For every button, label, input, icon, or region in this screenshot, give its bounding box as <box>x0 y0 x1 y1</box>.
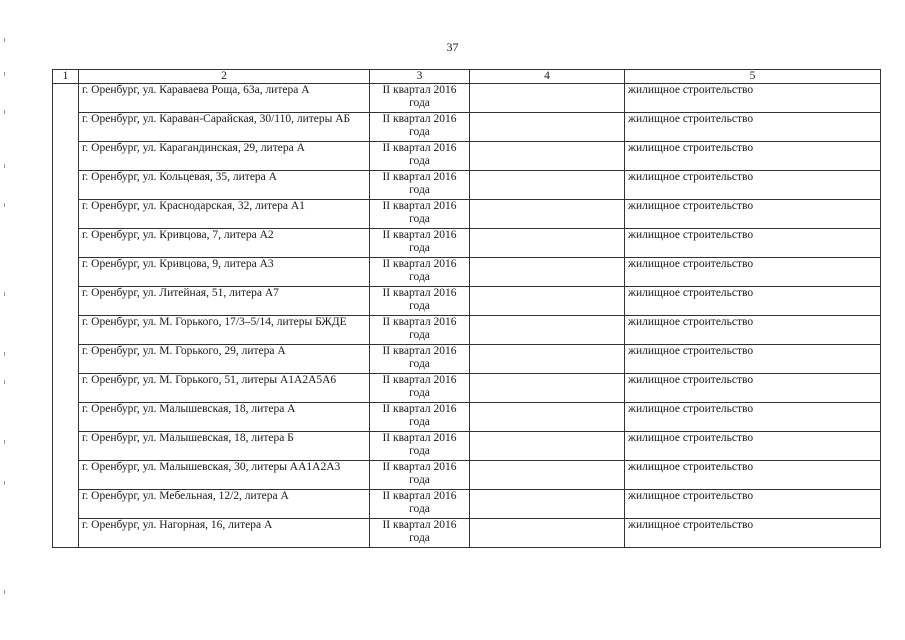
period-cell: II квартал 2016 года <box>370 84 470 113</box>
address-cell: г. Оренбург, ул. Кривцова, 9, литера А3 <box>79 258 370 287</box>
column4-cell <box>470 316 625 345</box>
period-cell: II квартал 2016 года <box>370 432 470 461</box>
period-cell: II квартал 2016 года <box>370 287 470 316</box>
period-cell: II квартал 2016 года <box>370 229 470 258</box>
table-row <box>53 287 881 316</box>
column-header-5: 5 <box>625 70 881 84</box>
address-cell: г. Оренбург, ул. Малышевская, 18, литера Б <box>79 432 370 461</box>
page-number: 37 <box>446 40 459 54</box>
period-cell: II квартал 2016 года <box>370 490 470 519</box>
table-row <box>53 374 881 403</box>
address-cell: г. Оренбург, ул. Мебельная, 12/2, литера А <box>79 490 370 519</box>
period-cell: II квартал 2016 года <box>370 403 470 432</box>
address-cell: г. Оренбург, ул. Кривцова, 7, литера А2 <box>79 229 370 258</box>
table-row <box>53 84 881 113</box>
column4-cell <box>470 200 625 229</box>
column4-cell <box>470 287 625 316</box>
period-cell: II квартал 2016 года <box>370 113 470 142</box>
column-header-2: 2 <box>79 70 370 84</box>
period-cell: II квартал 2016 года <box>370 461 470 490</box>
column4-cell <box>470 142 625 171</box>
table-body <box>53 84 881 548</box>
table-row <box>53 432 881 461</box>
table-row <box>53 229 881 258</box>
period-cell: II квартал 2016 года <box>370 200 470 229</box>
period-cell: II квартал 2016 года <box>370 171 470 200</box>
land-use-cell: жилищное строительство <box>625 113 881 142</box>
table-row <box>53 258 881 287</box>
table-row <box>53 171 881 200</box>
address-cell: г. Оренбург, ул. Караваева Роща, 63а, литера А <box>79 84 370 113</box>
table-row <box>53 403 881 432</box>
table-row <box>53 142 881 171</box>
address-cell: г. Оренбург, ул. М. Горького, 17/3–5/14, литеры БЖДЕ <box>79 316 370 345</box>
land-use-cell: жилищное строительство <box>625 229 881 258</box>
period-cell: II квартал 2016 года <box>370 519 470 548</box>
table-row <box>53 200 881 229</box>
land-use-cell: жилищное строительство <box>625 258 881 287</box>
address-cell: г. Оренбург, ул. Нагорная, 16, литера А <box>79 519 370 548</box>
column4-cell <box>470 258 625 287</box>
land-use-cell: жилищное строительство <box>625 287 881 316</box>
land-use-cell: жилищное строительство <box>625 432 881 461</box>
address-cell: г. Оренбург, ул. Малышевская, 18, литера А <box>79 403 370 432</box>
address-cell: г. Оренбург, ул. М. Горького, 29, литера А <box>79 345 370 374</box>
land-use-cell: жилищное строительство <box>625 316 881 345</box>
address-cell: г. Оренбург, ул. Кольцевая, 35, литера А <box>79 171 370 200</box>
address-cell: г. Оренбург, ул. Литейная, 51, литера А7 <box>79 287 370 316</box>
column4-cell <box>470 519 625 548</box>
column4-cell <box>470 403 625 432</box>
column4-cell <box>470 171 625 200</box>
period-cell: II квартал 2016 года <box>370 345 470 374</box>
column4-cell <box>470 113 625 142</box>
land-use-cell: жилищное строительство <box>625 171 881 200</box>
address-cell: г. Оренбург, ул. Карагандинская, 29, литера А <box>79 142 370 171</box>
address-cell: г. Оренбург, ул. Малышевская, 30, литеры АА1А2А3 <box>79 461 370 490</box>
column4-cell <box>470 84 625 113</box>
land-use-cell: жилищное строительство <box>625 519 881 548</box>
column4-cell <box>470 374 625 403</box>
column4-cell <box>470 461 625 490</box>
table-row <box>53 345 881 374</box>
period-cell: II квартал 2016 года <box>370 374 470 403</box>
address-cell: г. Оренбург, ул. Караван-Сарайская, 30/110, литеры АБ <box>79 113 370 142</box>
land-use-cell: жилищное строительство <box>625 142 881 171</box>
address-cell: г. Оренбург, ул. М. Горького, 51, литеры А1А2А5А6 <box>79 374 370 403</box>
period-cell: II квартал 2016 года <box>370 142 470 171</box>
period-cell: II квартал 2016 года <box>370 258 470 287</box>
table-row <box>53 519 881 548</box>
table-row <box>53 490 881 519</box>
period-cell: II квартал 2016 года <box>370 316 470 345</box>
land-use-cell: жилищное строительство <box>625 461 881 490</box>
land-use-cell: жилищное строительство <box>625 490 881 519</box>
land-use-cell: жилищное строительство <box>625 403 881 432</box>
column-header-4: 4 <box>470 70 625 84</box>
land-use-cell: жилищное строительство <box>625 84 881 113</box>
land-use-cell: жилищное строительство <box>625 345 881 374</box>
column-header-3: 3 <box>370 70 470 84</box>
address-cell: г. Оренбург, ул. Краснодарская, 32, литера А1 <box>79 200 370 229</box>
land-use-cell: жилищное строительство <box>625 200 881 229</box>
column4-cell <box>470 229 625 258</box>
table-row <box>53 316 881 345</box>
column4-cell <box>470 432 625 461</box>
table-row <box>53 113 881 142</box>
row-number-cell <box>53 84 79 548</box>
column4-cell <box>470 345 625 374</box>
property-table <box>52 69 881 548</box>
header-row <box>53 70 881 84</box>
column4-cell <box>470 490 625 519</box>
column-header-1: 1 <box>53 70 79 84</box>
land-use-cell: жилищное строительство <box>625 374 881 403</box>
table-row <box>53 461 881 490</box>
